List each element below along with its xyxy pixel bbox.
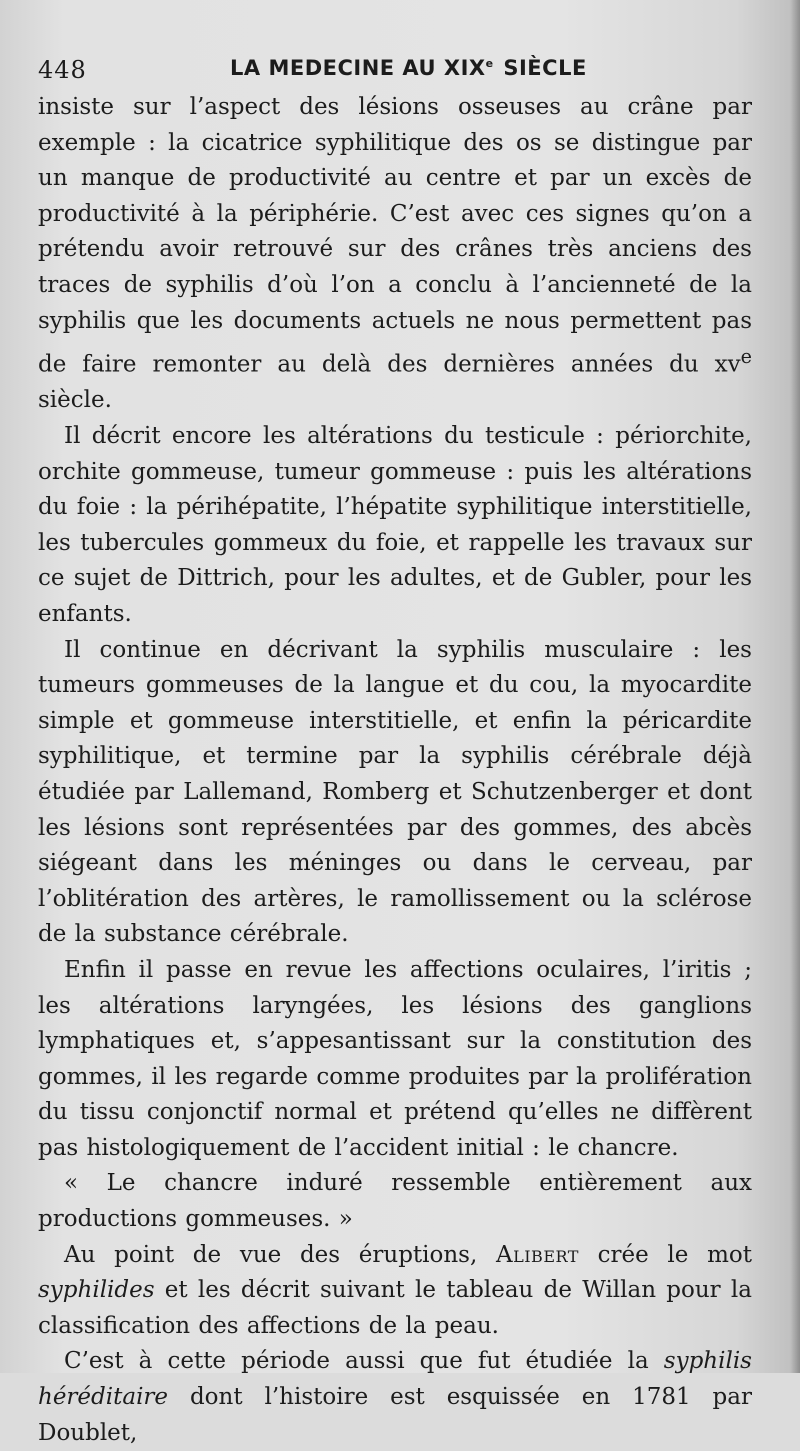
paragraph-1-end: siècle. bbox=[38, 387, 112, 414]
paragraph-6-c: et les décrit suivant le tableau de Willan pour la classification des affections de la peau. bbox=[38, 1277, 752, 1339]
century-superscript: e bbox=[740, 345, 752, 369]
paragraph-6-a: Au point de vue des éruptions, bbox=[64, 1241, 496, 1268]
paragraph-1-text: insiste sur l’aspect des lésions osseuses au crâne par exemple : la cicatrice syphilitique des os se distingue par un manque de productivité au centre et par un excès de productivité à la périphérie. C’est avec ces signes qu’on a prétendu avoir retrouvé sur des crânes très anciens des traces de syphilis d’où l’on a conclu à l’ancienneté de la syphilis que les documents actuels ne nous permettent pas de faire remonter au delà des dernières années du xv bbox=[38, 94, 752, 378]
running-title bbox=[230, 56, 587, 80]
page-edge-shadow bbox=[790, 0, 800, 1373]
paragraph-5-quote: « Le chancre induré ressemble entièrement aux productions gommeuses. » bbox=[38, 1170, 752, 1233]
paragraph-4: Enfin il passe en revue les affections oculaires, l’iritis ; les altérations laryngées, les lésions des ganglions lymphatiques et, s’appesantissant sur la constitution des gommes, il les regarde comme produites par la prolifération du tissu conjonctif normal et prétend qu’elles ne diffèrent pas histologiquement de l’accident initial : le chancre. bbox=[38, 956, 752, 1161]
paragraph-7 bbox=[38, 1344, 752, 1451]
term-syphilis-hereditaire: syphilis héréditaire bbox=[38, 1348, 752, 1411]
term-syphilides: syphilides bbox=[38, 1277, 155, 1304]
paragraph-7-b: dont l’histoire est esquissée en 1781 par Doublet, bbox=[38, 1384, 752, 1446]
paragraph-2: Il décrit encore les altérations du testicule : périorchite, orchite gommeuse, tumeur gommeuse : puis les altérations du foie : la périhépatite, l’hépatite syphilitique interstitielle, les tubercules gommeux du foie, et rappelle les travaux sur ce sujet de Dittrich, pour les adultes, et de Gubler, pour les enfants. bbox=[38, 423, 752, 627]
paragraph-6-b: crée le mot bbox=[578, 1241, 752, 1268]
paragraph-6 bbox=[38, 1238, 752, 1345]
running-title-superscript: e bbox=[485, 57, 494, 70]
paragraph-3: Il continue en décrivant la syphilis musculaire : les tumeurs gommeuses de la langue et du cou, la myocardite simple et gommeuse interstitielle, et enfin la péricardite syphilitique, et termine par la syphilis cérébrale déjà étudiée par Lallemand, Romberg et Schutzenberger et dont les lésions sont représentées par des gommes, des abcès siégeant dans les méninges ou dans le cerveau, par l’oblitération des artères, le ramollissement ou la sclérose de la substance cérébrale. bbox=[38, 636, 752, 948]
paragraph-1 bbox=[38, 90, 752, 419]
running-title-main: LA MEDECINE AU XIX bbox=[230, 56, 486, 80]
body-text bbox=[38, 90, 752, 1451]
running-head bbox=[38, 54, 752, 88]
author-name-alibert: Alibert bbox=[496, 1241, 579, 1268]
running-title-end: SIÈCLE bbox=[495, 56, 587, 80]
page-number: 448 bbox=[38, 56, 87, 84]
paragraph-7-a: C’est à cette période aussi que fut étudiée la bbox=[64, 1348, 664, 1375]
